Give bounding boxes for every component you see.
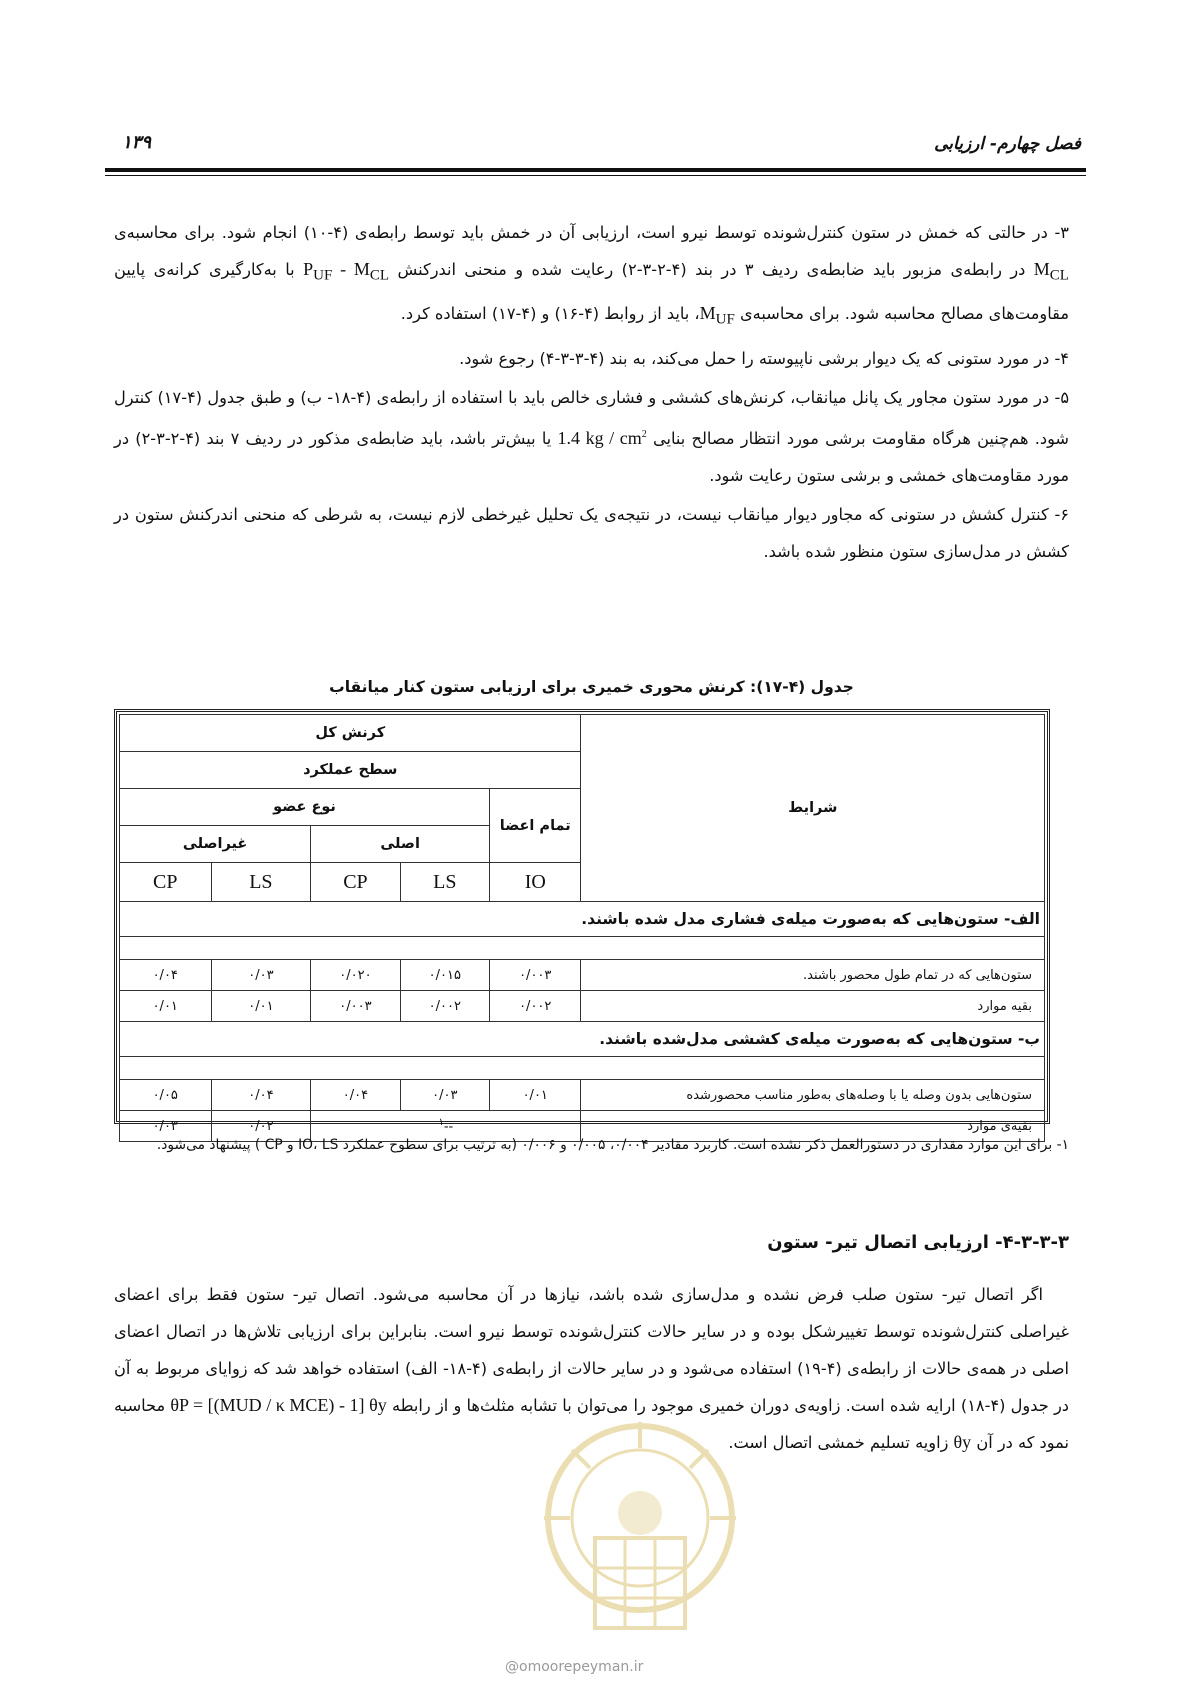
list-item-3: ۳- در حالتی که خمش در ستون کنترل‌شونده توسط نیرو است، ارزیابی آن در خمش باید توسط رابطه‌ی (۴-۱۰) انجام شود. برای محاسبه‌ی $M_{CL}$ در رابطه‌ی مزبور باید ضابطه‌ی ردیف ۳ در بند (۴-۲-۳-۲) رعایت شده و منحنی اندرکنش $P_{UF} - M_{CL}$ با به‌کارگیری کرانه‌ی پایین مقاومت‌های مصالح محاسبه شود. برای محاسبه‌ی $M_{UF}،$ باید از روابط (۴-۱۶) و (۴-۱۷) استفاده کرد. bbox=[114, 223, 1069, 328]
chapter-title: فصل چهارم- ارزیابی bbox=[934, 134, 1081, 154]
body-list bbox=[114, 214, 1069, 572]
header-performance-level: سطح عملکرد bbox=[120, 752, 581, 789]
page-number: ۱۳۹ bbox=[122, 132, 152, 153]
level-ls-secondary: LS bbox=[211, 863, 311, 902]
section-a-label: الف- ستون‌هایی که به‌صورت میله‌ی فشاری مدل شده باشند. bbox=[120, 902, 1045, 937]
watermark-seal-icon bbox=[540, 1418, 740, 1648]
header-primary: اصلی bbox=[311, 826, 490, 863]
level-io: IO bbox=[490, 863, 581, 902]
watermark-site: @omoorepeyman.ir bbox=[505, 1659, 644, 1675]
header-rule-thick bbox=[105, 168, 1086, 172]
table-row: بقیه موارد ۰/۰۰۲ ۰/۰۰۲ ۰/۰۰۳ ۰/۰۱ ۰/۰۱ bbox=[120, 991, 1045, 1022]
merged-cell: --$^۱$ bbox=[311, 1111, 581, 1142]
strain-table bbox=[114, 709, 1050, 1135]
table-footnote: ۱- برای این موارد مقداری در دستورالعمل ذکر نشده است. کاربرد مقادیر ۰/۰۰۴، ۰/۰۰۵ و ۰/۰۰۶ (به ترتیب برای سطوح عملکرد IO، LS و CP ) پیشنهاد می‌شود. bbox=[156, 1137, 1069, 1153]
list-item-6: ۶- کنترل کشش در ستونی که مجاور دیوار میانقاب نیست، در نتیجه‌ی یک تحلیل غیرخطی لازم نیست، به شرطی که منحنی اندرکنش ستون در کشش در مدل‌سازی ستون منظور شده باشد. bbox=[114, 505, 1069, 562]
table-row: بقیه‌ی موارد --$^۱$ ۰/۰۲ ۰/۰۳ bbox=[120, 1111, 1045, 1142]
level-cp-primary: CP bbox=[311, 863, 400, 902]
section-paragraph: اگر اتصال تیر- ستون صلب فرض نشده و مدل‌سازی شده باشد، نیازها در آن محاسبه می‌شود. اتصال تیر- ستون فقط برای اعضای غیراصلی کنترل‌شونده توسط تغییرشکل بوده و در سایر حالات کنترل‌شونده توسط نیرو است. بنابراین برای ارزیابی تلاش‌ها در اتصال اعضای اصلی در همه‌ی حالات از رابطه‌ی (۴-۱۹) استفاده می‌شود و در سایر حالات از رابطه‌ی (۴-۱۸- الف) استفاده خواهد شد که زوایای مربوط به آن در جدول (۴-۱۸) ارایه شده است. زاویه‌ی دوران خمیری موجود را می‌توان با تشابه مثلث‌ها و از رابطه θP = [(MUD / κ MCE) - 1] θy محاسبه نمود که در آن θy زاویه تسلیم خمشی اتصال است. bbox=[114, 1285, 1069, 1452]
section-b-label: ب- ستون‌هایی که به‌صورت میله‌ی کششی مدل‌شده باشند. bbox=[120, 1022, 1045, 1057]
level-cp-secondary: CP bbox=[120, 863, 212, 902]
header-secondary: غیراصلی bbox=[120, 826, 311, 863]
list-item-4: ۴- در مورد ستونی که یک دیوار برشی ناپیوسته را حمل می‌کند، به بند (۴-۳-۳-۴) رجوع شود. bbox=[459, 349, 1069, 369]
header-rule-thin bbox=[105, 175, 1086, 176]
table-row: ستون‌هایی که در تمام طول محصور باشند. ۰/۰۰۳ ۰/۰۱۵ ۰/۰۲۰ ۰/۰۳ ۰/۰۴ bbox=[120, 960, 1045, 991]
header-total-strain: کرنش کل bbox=[120, 715, 581, 752]
header-all-members: تمام اعضا bbox=[490, 789, 581, 863]
section-heading: ۴-۳-۳-۳- ارزیابی اتصال تیر- ستون bbox=[767, 1232, 1069, 1253]
header-member-type: نوع عضو bbox=[120, 789, 490, 826]
level-ls-primary: LS bbox=[400, 863, 489, 902]
rotation-formula: θP = [(MUD / κ MCE) - 1] θy bbox=[170, 1395, 387, 1415]
table-caption: جدول (۴-۱۷): کرنش محوری خمیری برای ارزیابی ستون کنار میانقاب bbox=[329, 678, 854, 696]
table-row: ستون‌هایی بدون وصله یا با وصله‌های به‌طور مناسب محصورشده ۰/۰۱ ۰/۰۳ ۰/۰۴ ۰/۰۴ ۰/۰۵ bbox=[120, 1080, 1045, 1111]
list-item-5: ۵- در مورد ستون مجاور یک پانل میانقاب، کرنش‌های کششی و فشاری خالص باید با استفاده از رابطه‌ی (۴-۱۸- ب) و طبق جدول (۴-۱۷) کنترل شود. هم‌چنین هرگاه مقاومت برشی مورد انتظار مصالح بنایی 1.4 kg / $cm^2$ یا بیش‌تر باشد، باید ضابطه‌ی مذکور در ردیف ۷ بند (۴-۲-۳-۲) در مورد مقاومت‌های خمشی و برشی ستون رعایت شود. bbox=[114, 388, 1070, 486]
header-conditions: شرایط bbox=[581, 715, 1045, 902]
